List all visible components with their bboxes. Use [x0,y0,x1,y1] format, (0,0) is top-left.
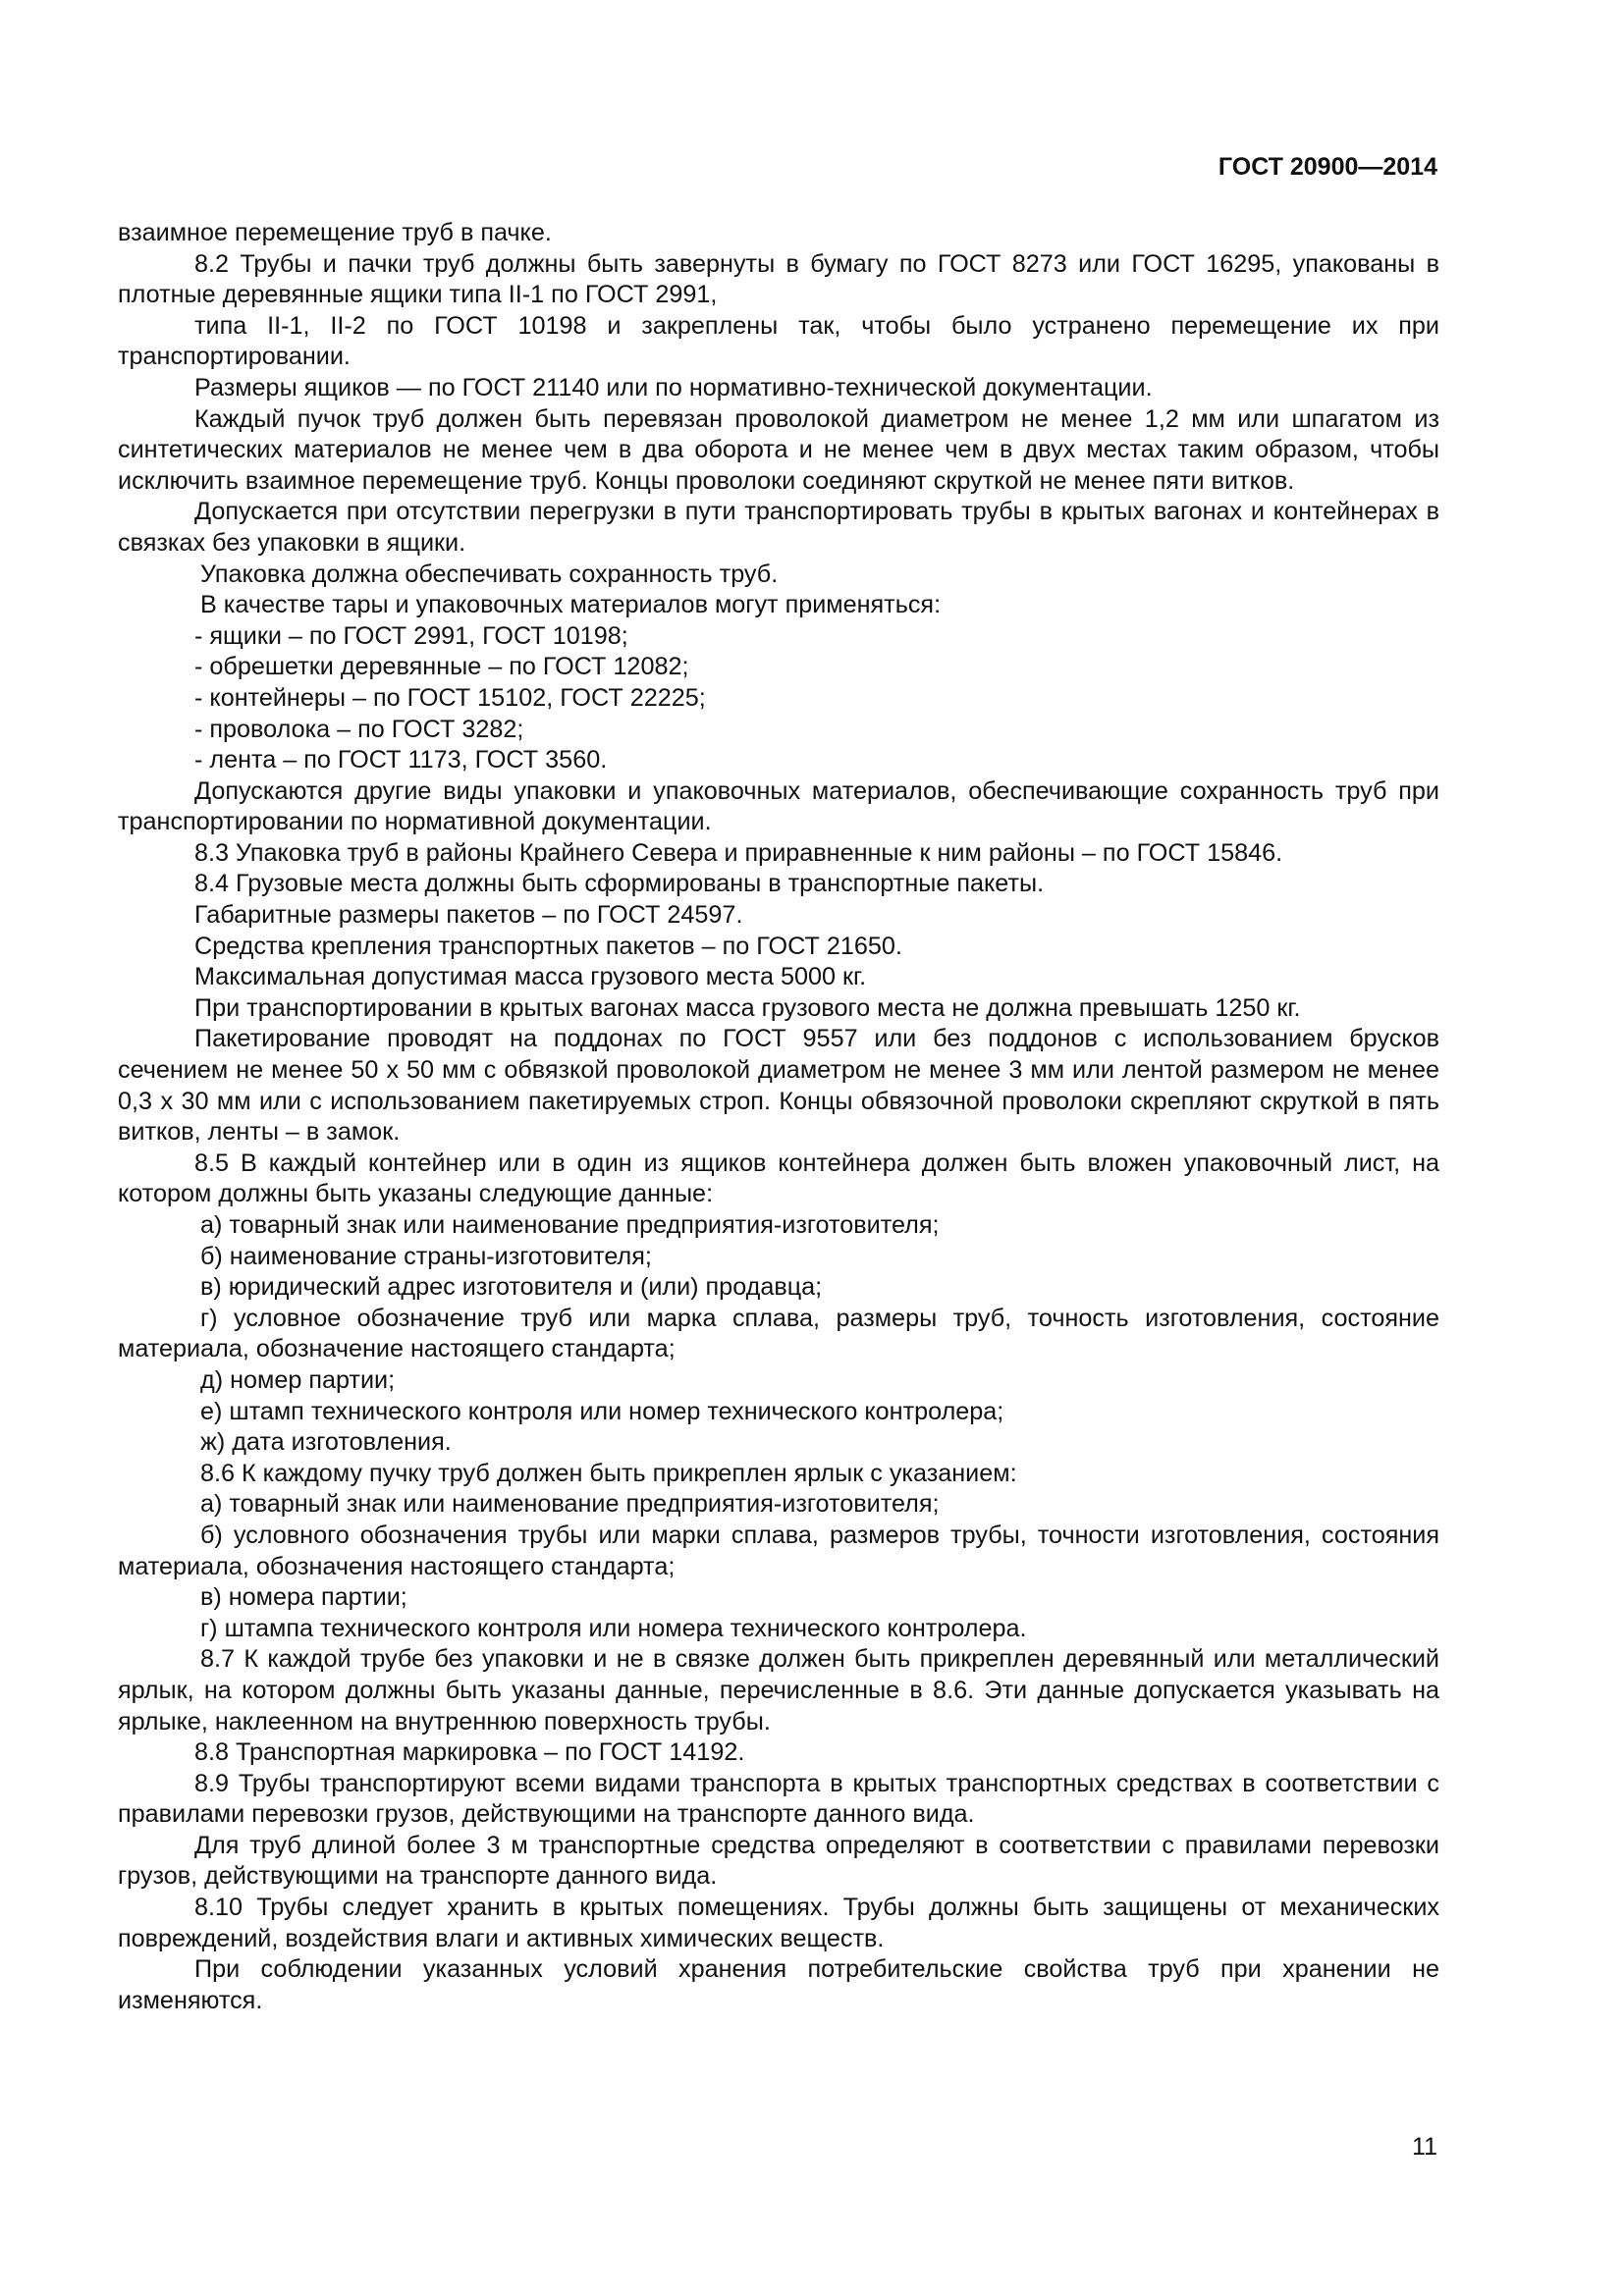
list-item: в) номера партии; [200,1583,407,1612]
paragraph: Габаритные размеры пакетов – по ГОСТ 24597. [194,901,743,930]
paragraph: При соблюдении указанных условий хранения потребительские свойства труб при хранении не изменяются. [118,1955,1439,2014]
paragraph: 8.5 В каждый контейнер или в один из ящиков контейнера должен быть вложен упаковочный лист, на котором должны быть указаны следующие данные: [118,1148,1439,1208]
list-item: д) номер партии; [200,1365,396,1394]
paragraph: 8.10 Трубы следует хранить в крытых помещениях. Трубы должны быть защищены от механических повреждений, воздействия влаги и активных химических веществ. [118,1894,1439,1952]
list-item: - лента – по ГОСТ 1173, ГОСТ 3560. [194,746,608,774]
paragraph: 8.8 Транспортная маркировка – по ГОСТ 14192. [194,1738,745,1767]
document-body [118,218,1439,2016]
list-item: - контейнеры – по ГОСТ 15102, ГОСТ 22225; [194,683,706,712]
paragraph: В качестве тары и упаковочных материалов могут применяться: [200,591,942,619]
list-item: ж) дата изготовления. [200,1428,452,1457]
paragraph: Допускаются другие виды упаковки и упаковочных материалов, обеспечивающие сохранность труб при транспортировании по нормативной документации. [118,776,1439,836]
page-number: 11 [1412,2133,1437,2161]
document-header: ГОСТ 20900—2014 [1218,153,1437,181]
paragraph: 8.7 К каждой трубе без упаковки и не в связке должен быть прикреплен деревянный или металлический ярлык, на котором должны быть указаны данные, перечисленные в 8.6. Эти данные допускается указывать на ярлыке, наклеенном на внутреннюю поверхность трубы. [118,1645,1439,1735]
list-item: г) штампа технического контроля или номера технического контролера. [200,1614,1027,1642]
paragraph: Максимальная допустимая масса грузового места 5000 кг. [194,963,867,991]
list-item: - обрешетки деревянные – по ГОСТ 12082; [194,653,689,681]
list-item: в) юридический адрес изготовителя и (или) продавца; [200,1273,823,1302]
paragraph: взаимное перемещение труб в пачке. [118,219,552,246]
paragraph: 8.3 Упаковка труб в районы Крайнего Севера и приравненные к ним районы – по ГОСТ 15846. [194,838,1283,867]
list-item: а) товарный знак или наименование предприятия-изготовителя; [200,1211,940,1239]
paragraph: типа II-1, II-2 по ГОСТ 10198 и закреплены так, чтобы было устранено перемещение их при транспортировании. [118,311,1439,371]
paragraph: 8.2 Трубы и пачки труб должны быть завернуты в бумагу по ГОСТ 8273 или ГОСТ 16295, упакованы в плотные деревянные ящики типа II-1 по ГОСТ 2991, [118,249,1439,309]
paragraph: Допускается при отсутствии перегрузки в пути транспортировать трубы в крытых вагонах и контейнерах в связках без упаковки в ящики. [118,498,1439,557]
list-item: е) штамп технического контроля или номер технического контролера; [200,1397,1004,1425]
paragraph: Упаковка должна обеспечивать сохранность труб. [200,560,779,588]
paragraph: Для труб длиной более 3 м транспортные средства определяют в соответствии с правилами перевозки грузов, действующими на транспорте данного вида. [118,1831,1439,1891]
paragraph: Каждый пучок труб должен быть перевязан проволокой диаметром не менее 1,2 мм или шпагатом из синтетических материалов не менее чем в два оборота и не менее чем в двух местах таким образом, чтобы исключить взаимное перемещение труб. Концы проволоки соединяют скруткой не менее пяти витков. [118,404,1439,495]
list-item: а) товарный знак или наименование предприятия-изготовителя; [200,1490,940,1519]
list-item: б) наименование страны-изготовителя; [200,1242,652,1270]
paragraph: 8.9 Трубы транспортируют всеми видами транспорта в крытых транспортных средствах в соответствии с правилами перевозки грузов, действующими на транспорте данного вида. [118,1769,1439,1829]
list-item: г) условное обозначение труб или марка сплава, размеры труб, точность изготовления, состояние материала, обозначение настоящего стандарта; [118,1304,1439,1363]
list-item: - проволока – по ГОСТ 3282; [194,715,524,743]
paragraph: Средства крепления транспортных пакетов – по ГОСТ 21650. [194,932,902,960]
list-item: б) условного обозначения трубы или марки сплава, размеров трубы, точности изготовления, состояния материала, обозначения настоящего стандарта; [118,1521,1439,1580]
paragraph: 8.6 К каждому пучку труб должен быть прикреплен ярлык с указанием: [200,1459,1017,1487]
list-item: - ящики – по ГОСТ 2991, ГОСТ 10198; [194,621,628,650]
paragraph: Пакетирование проводят на поддонах по ГОСТ 9557 или без поддонов с использованием брусков сечением не менее 50 х 50 мм с обвязкой проволокой диаметром не менее 3 мм или лентой размером не менее 0,3 х 30 мм или с использованием пакетируемых строп. Концы обвязочной проволоки скрепляют скруткой в пять витков, ленты – в замок. [118,1025,1439,1147]
paragraph: При транспортировании в крытых вагонах масса грузового места не должна превышать 1250 кг. [194,993,1301,1022]
paragraph: 8.4 Грузовые места должны быть сформированы в транспортные пакеты. [194,870,1045,898]
paragraph: Размеры ящиков — по ГОСТ 21140 или по нормативно-технической документации. [194,373,1153,401]
